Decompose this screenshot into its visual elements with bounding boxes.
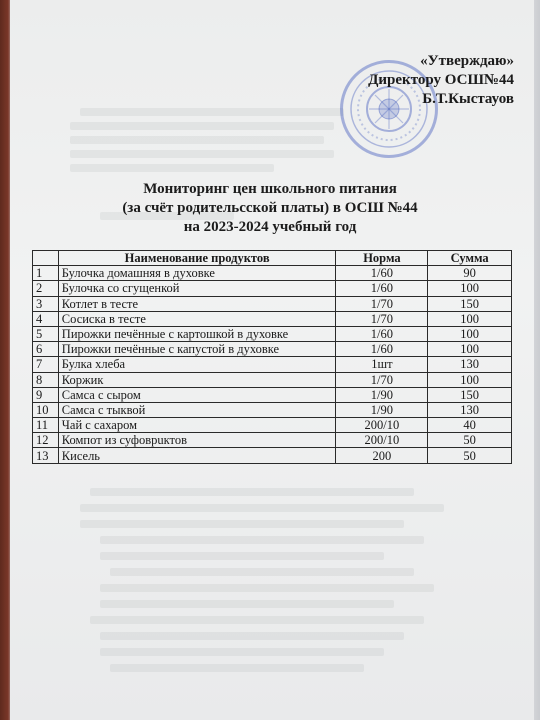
row-number: 3: [33, 296, 59, 311]
show-through-line: [110, 568, 414, 576]
product-sum: 130: [428, 357, 512, 372]
show-through-line: [80, 108, 344, 116]
show-through-line: [100, 600, 394, 608]
product-sum: 150: [428, 296, 512, 311]
table-row: [33, 372, 512, 387]
product-norm: 1/70: [336, 311, 428, 326]
row-number: 12: [33, 433, 59, 448]
title-line-3: на 2023-2024 учебный год: [183, 219, 357, 235]
table-row: [33, 296, 512, 311]
product-norm: 1/60: [336, 326, 428, 341]
show-through-line: [100, 584, 434, 592]
header-sum: Сумма: [428, 251, 512, 266]
product-name: Пирожки печённые с картошкой в духовке: [58, 326, 336, 341]
product-norm: 1/60: [336, 342, 428, 357]
product-name: Самса с тыквой: [58, 402, 336, 417]
product-name: Чай с сахаром: [58, 418, 336, 433]
table-row: [33, 448, 512, 463]
product-name: Булочка со сгущенкой: [58, 281, 336, 296]
product-norm: 200/10: [336, 418, 428, 433]
table-row: [33, 326, 512, 341]
row-number: 8: [33, 372, 59, 387]
row-number: 10: [33, 402, 59, 417]
row-number: 6: [33, 342, 59, 357]
product-sum: 100: [428, 342, 512, 357]
product-norm: 1/70: [336, 372, 428, 387]
product-name: Булка хлеба: [58, 357, 336, 372]
product-sum: 100: [428, 326, 512, 341]
product-name: Булочка домашняя в духовке: [58, 266, 336, 281]
product-norm: 1шт: [336, 357, 428, 372]
header-product-name: Наименование продуктов: [58, 251, 336, 266]
row-number: 2: [33, 281, 59, 296]
product-sum: 130: [428, 402, 512, 417]
table-row: [33, 418, 512, 433]
row-number: 1: [33, 266, 59, 281]
row-number: 11: [33, 418, 59, 433]
product-name: Самса с сыром: [58, 387, 336, 402]
table-row: [33, 281, 512, 296]
table-row: [33, 357, 512, 372]
show-through-line: [100, 648, 384, 656]
approval-signatory: Б.Т.Кыстауов: [422, 91, 514, 107]
table-header-row: [33, 251, 512, 266]
product-norm: 1/60: [336, 266, 428, 281]
row-number: 7: [33, 357, 59, 372]
show-through-line: [80, 504, 444, 512]
product-norm: 1/70: [336, 296, 428, 311]
table-row: [33, 266, 512, 281]
product-sum: 100: [428, 281, 512, 296]
product-name: Пирожки печённые с капустой в духовке: [58, 342, 336, 357]
approval-block: [368, 52, 514, 109]
approval-heading: «Утверждаю»: [420, 53, 514, 69]
product-sum: 40: [428, 418, 512, 433]
product-name: Котлет в тесте: [58, 296, 336, 311]
table-row: [33, 342, 512, 357]
row-number: 5: [33, 326, 59, 341]
table-row: [33, 433, 512, 448]
title-line-1: Мониторинг цен школьного питания: [143, 181, 397, 197]
product-sum: 100: [428, 311, 512, 326]
show-through-line: [90, 616, 424, 624]
row-number: 4: [33, 311, 59, 326]
header-number: [33, 251, 59, 266]
show-through-line: [110, 664, 364, 672]
table-row: [33, 402, 512, 417]
row-number: 9: [33, 387, 59, 402]
product-name: Коржик: [58, 372, 336, 387]
row-number: 13: [33, 448, 59, 463]
document-title: [60, 180, 480, 237]
show-through-line: [100, 552, 384, 560]
product-sum: 90: [428, 266, 512, 281]
table-row: [33, 387, 512, 402]
show-through-line: [70, 136, 324, 144]
show-through-line: [70, 150, 334, 158]
table-row: [33, 311, 512, 326]
product-norm: 1/60: [336, 281, 428, 296]
product-norm: 1/90: [336, 402, 428, 417]
show-through-line: [70, 164, 274, 172]
show-through-line: [90, 488, 414, 496]
header-norm: Норма: [336, 251, 428, 266]
product-norm: 200/10: [336, 433, 428, 448]
product-name: Кисель: [58, 448, 336, 463]
product-sum: 50: [428, 433, 512, 448]
product-name: Сосиска в тесте: [58, 311, 336, 326]
price-table: [32, 250, 512, 464]
product-sum: 100: [428, 372, 512, 387]
product-sum: 150: [428, 387, 512, 402]
product-sum: 50: [428, 448, 512, 463]
show-through-line: [80, 520, 404, 528]
product-name: Компот из суфоврuктов: [58, 433, 336, 448]
product-norm: 200: [336, 448, 428, 463]
show-through-line: [70, 122, 334, 130]
approval-position: Директору ОСШ№44: [368, 72, 514, 88]
show-through-line: [100, 632, 404, 640]
show-through-line: [100, 536, 424, 544]
product-norm: 1/90: [336, 387, 428, 402]
title-line-2: (за счёт родительсской платы) в ОСШ №44: [122, 200, 418, 216]
